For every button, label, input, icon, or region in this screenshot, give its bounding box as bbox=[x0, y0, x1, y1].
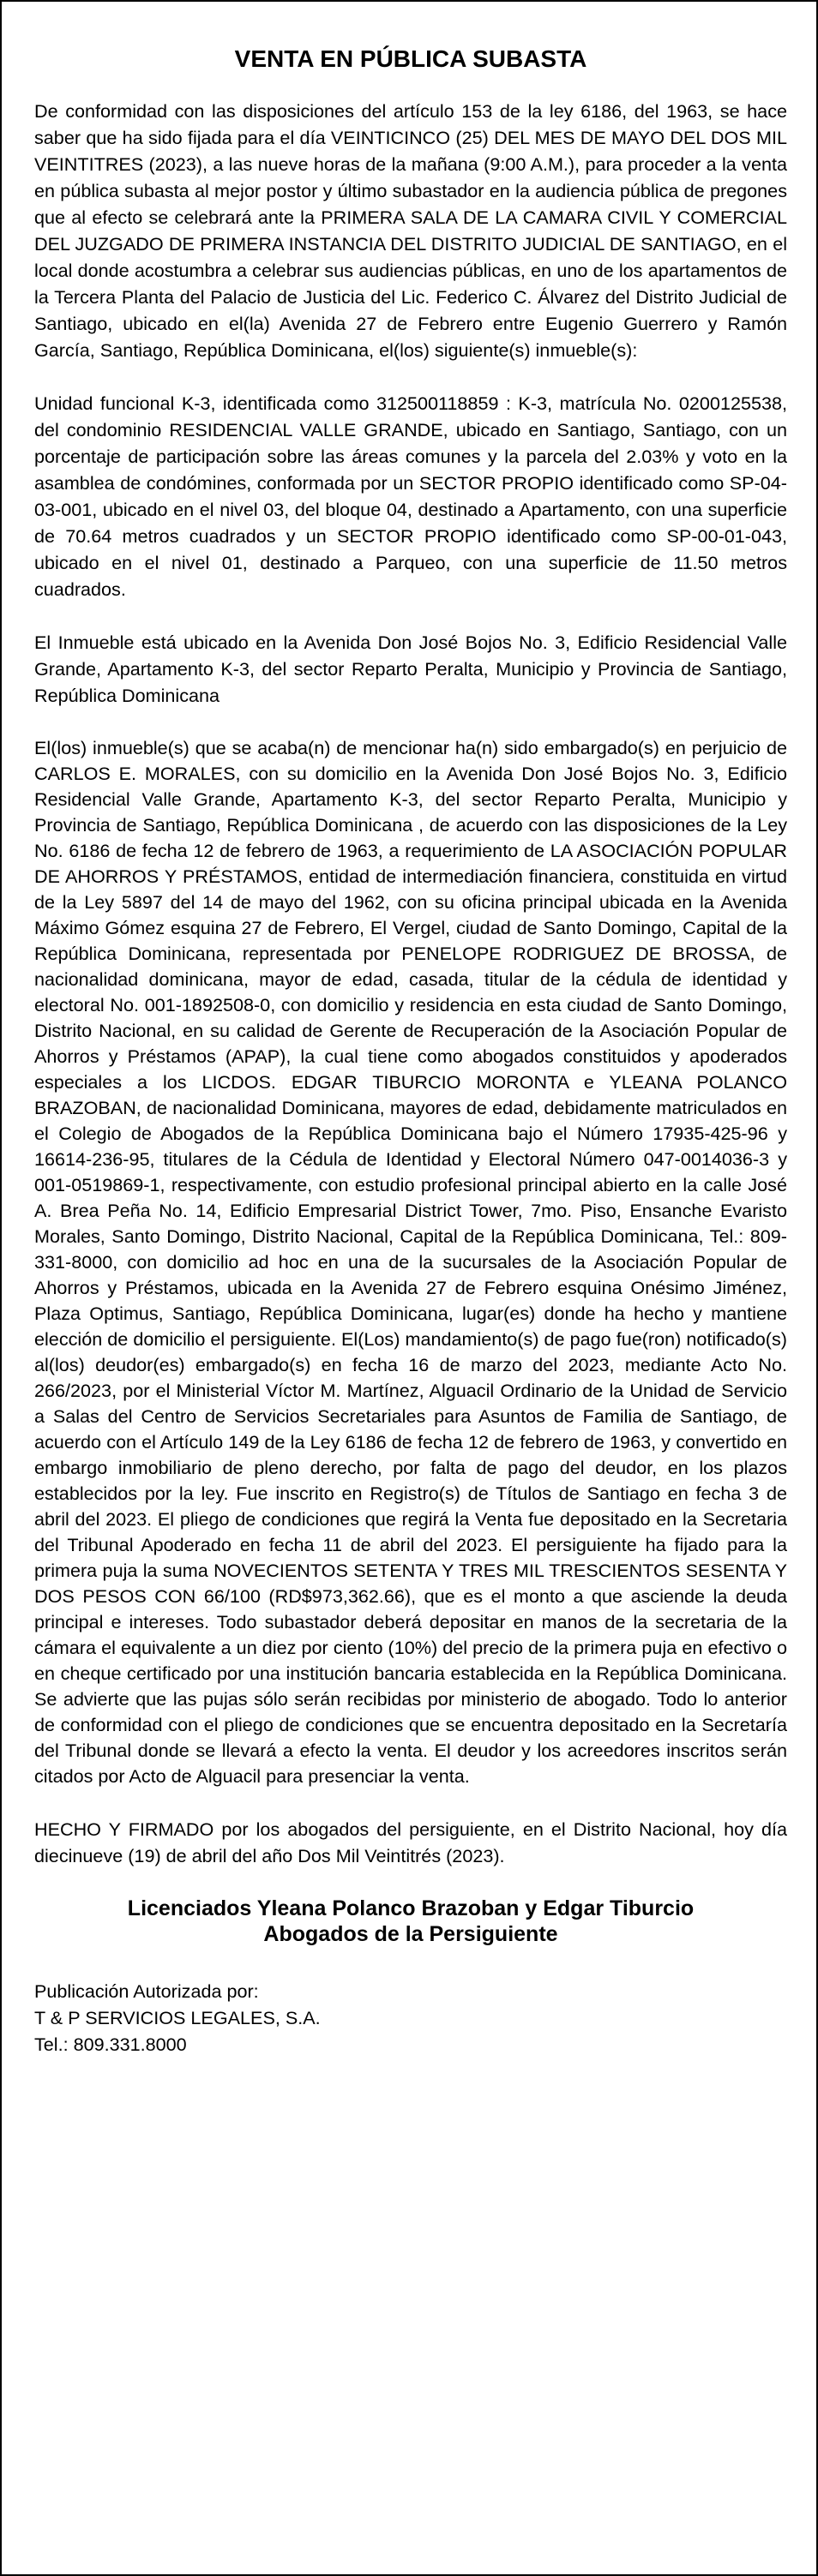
notice-title: VENTA EN PÚBLICA SUBASTA bbox=[234, 45, 587, 72]
signature-block bbox=[34, 1896, 787, 1947]
signature-names: Licenciados Yleana Polanco Brazoban y Edgar Tiburcio bbox=[127, 1896, 695, 1920]
paragraph-property-location: El Inmueble está ubicado en la Avenida Don José Bojos No. 3, Edificio Residencial Valle Grande, Apartamento K-3, del sector Reparto Peralta, Municipio y Provincia de Santiago, República Dominicana bbox=[34, 632, 787, 706]
signature-role: Abogados de la Persiguiente bbox=[263, 1922, 558, 1946]
publication-block bbox=[34, 1978, 787, 2058]
paragraph-property-description: Unidad funcional K-3, identificada como 312500118859 : K-3, matrícula No. 0200125538, del condominio RESIDENCIAL VALLE GRANDE, ubicado en Santiago, Santiago, con un porcentaje de participación sobre las áreas comunes y la parcela del 2.03% y voto en la asamblea de condómines, conformada por un SECTOR PROPIO identificado como SP-04-03-001, ubicado en el nivel 03, del bloque 04, destinado a Apartamento, con una superficie de 70.64 metros cuadrados y un SECTOR PROPIO identificado como SP-00-01-043, ubicado en el nivel 01, destinado a Parqueo, con una superficie de 11.50 metros cuadrados. bbox=[34, 392, 787, 600]
paragraph-announcement: De conformidad con las disposiciones del artículo 153 de la ley 6186, del 1963, se hace saber que ha sido fijada para el día VEINTICINCO (25) DEL MES DE MAYO DEL DOS MIL VEINTITRES (2023), a las nueve horas de la mañana (9:00 A.M.), para proceder a la venta en pública subasta al mejor postor y último subastador en la audiencia pública de pregones que al efecto se celebrará ante la PRIMERA SALA DE LA CAMARA CIVIL Y COMERCIAL DEL JUZGADO DE PRIMERA INSTANCIA DEL DISTRITO JUDICIAL DE SANTIAGO, en el local donde acostumbra a celebrar sus audiencias públicas, en uno de los apartamentos de la Tercera Planta del Palacio de Justicia del Lic. Federico C. Álvarez del Distrito Judicial de Santiago, ubicado en el(la) Avenida 27 de Febrero entre Eugenio Guerrero y Ramón García, Santiago, República Dominicana, el(los) siguiente(s) inmueble(s): bbox=[34, 100, 787, 361]
publication-phone: Tel.: 809.331.8000 bbox=[34, 2034, 187, 2055]
publication-label: Publicación Autorizada por: bbox=[34, 1980, 259, 2002]
publication-company: T & P SERVICIOS LEGALES, S.A. bbox=[34, 2007, 321, 2028]
paragraph-signed: HECHO Y FIRMADO por los abogados del persiguiente, en el Distrito Nacional, hoy día diecinueve (19) de abril del año Dos Mil Veintitrés (2023). bbox=[34, 1818, 787, 1866]
paragraph-seizure-details: El(los) inmueble(s) que se acaba(n) de mencionar ha(n) sido embargado(s) en perjuicio de CARLOS E. MORALES, con su domicilio en la Avenida Don José Bojos No. 3, Edificio Residencial Valle Grande, Apartamento K-3, del sector Reparto Peralta, Municipio y Provincia de Santiago, República Dominicana , de acuerdo con las disposiciones de la Ley No. 6186 de fecha 12 de febrero de 1963, a requerimiento de LA ASOCIACIÓN POPULAR DE AHORROS Y PRÉSTAMOS, entidad de intermediación financiera, constituida en virtud de la Ley 5897 del 14 de mayo del 1962, con su oficina principal ubicada en la Avenida Máximo Gómez esquina 27 de Febrero, El Vergel, ciudad de Santo Domingo, Capital de la República Dominicana, representada por PENELOPE RODRIGUEZ DE BROSSA, de nacionalidad dominicana, mayor de edad, casada, titular de la cédula de identidad y electoral No. 001-1892508-0, con domicilio y residencia en esta ciudad de Santo Domingo, Distrito Nacional, en su calidad de Gerente de Recuperación de la Asociación Popular de Ahorros y Préstamos (APAP), la cual tiene como abogados constituidos y apoderados especiales a los LICDOS. EDGAR TIBURCIO MORONTA e YLEANA POLANCO BRAZOBAN, de nacionalidad Dominicana, mayores de edad, debidamente matriculados en el Colegio de Abogados de la República Dominicana bajo el Número 17935-425-96 y 16614-236-95, titulares de la Cédula de Identidad y Electoral Número 047-0014036-3 y 001-0519869-1, respectivamente, con estudio profesional principal abierto en la calle José A. Brea Peña No. 14, Edificio Empresarial District Tower, 7mo. Piso, Ensanche Evaristo Morales, Santo Domingo, Distrito Nacional, Capital de la República Dominicana, Tel.: 809-331-8000, con domicilio ad hoc en una de la sucursales de la Asociación Popular de Ahorros y Préstamos, ubicada en la Avenida 27 de Febrero esquina Onésimo Jiménez, Plaza Optimus, Santiago, República Dominicana, lugar(es) donde ha hecho y mantiene elección de domicilio el persiguiente. El(Los) mandamiento(s) de pago fue(ron) notificado(s) al(los) deudor(es) embargado(s) en fecha 16 de marzo del 2023, mediante Acto No. 266/2023, por el Ministerial Víctor M. Martínez, Alguacil Ordinario de la Unidad de Servicio a Salas del Centro de Servicios Secretariales para Asuntos de Familia de Santiago, de acuerdo con el Artículo 149 de la Ley 6186 de fecha 12 de febrero de 1963, y convertido en embargo inmobiliario de pleno derecho, por falta de pago del deudor, en los plazos establecidos por la ley. Fue inscrito en Registro(s) de Títulos de Santiago en fecha 3 de abril del 2023. El pliego de condiciones que regirá la Venta fue depositado en la Secretaria del Tribunal Apoderado en fecha 11 de abril del 2023. El persiguiente ha fijado para la primera puja la suma NOVECIENTOS SETENTA Y TRES MIL TRESCIENTOS SESENTA Y DOS PESOS CON 66/100 (RD$973,362.66), que es el monto a que asciende la deuda principal e intereses. Todo subastador deberá depositar en manos de la secretaria de la cámara el equivalente a un diez por ciento (10%) del precio de la primera puja en efectivo o en cheque certificado por una institución bancaria establecida en la República Dominicana. Se advierte que las pujas sólo serán recibidas por ministerio de abogado. Todo lo anterior de conformidad con el pliego de condiciones que se encuentra depositado en la Secretaría del Tribunal donde se llevará a efecto la venta. El deudor y los acreedores inscritos serán citados por Acto de Alguacil para presenciar la venta. bbox=[34, 737, 787, 1787]
notice-content bbox=[34, 45, 787, 2058]
